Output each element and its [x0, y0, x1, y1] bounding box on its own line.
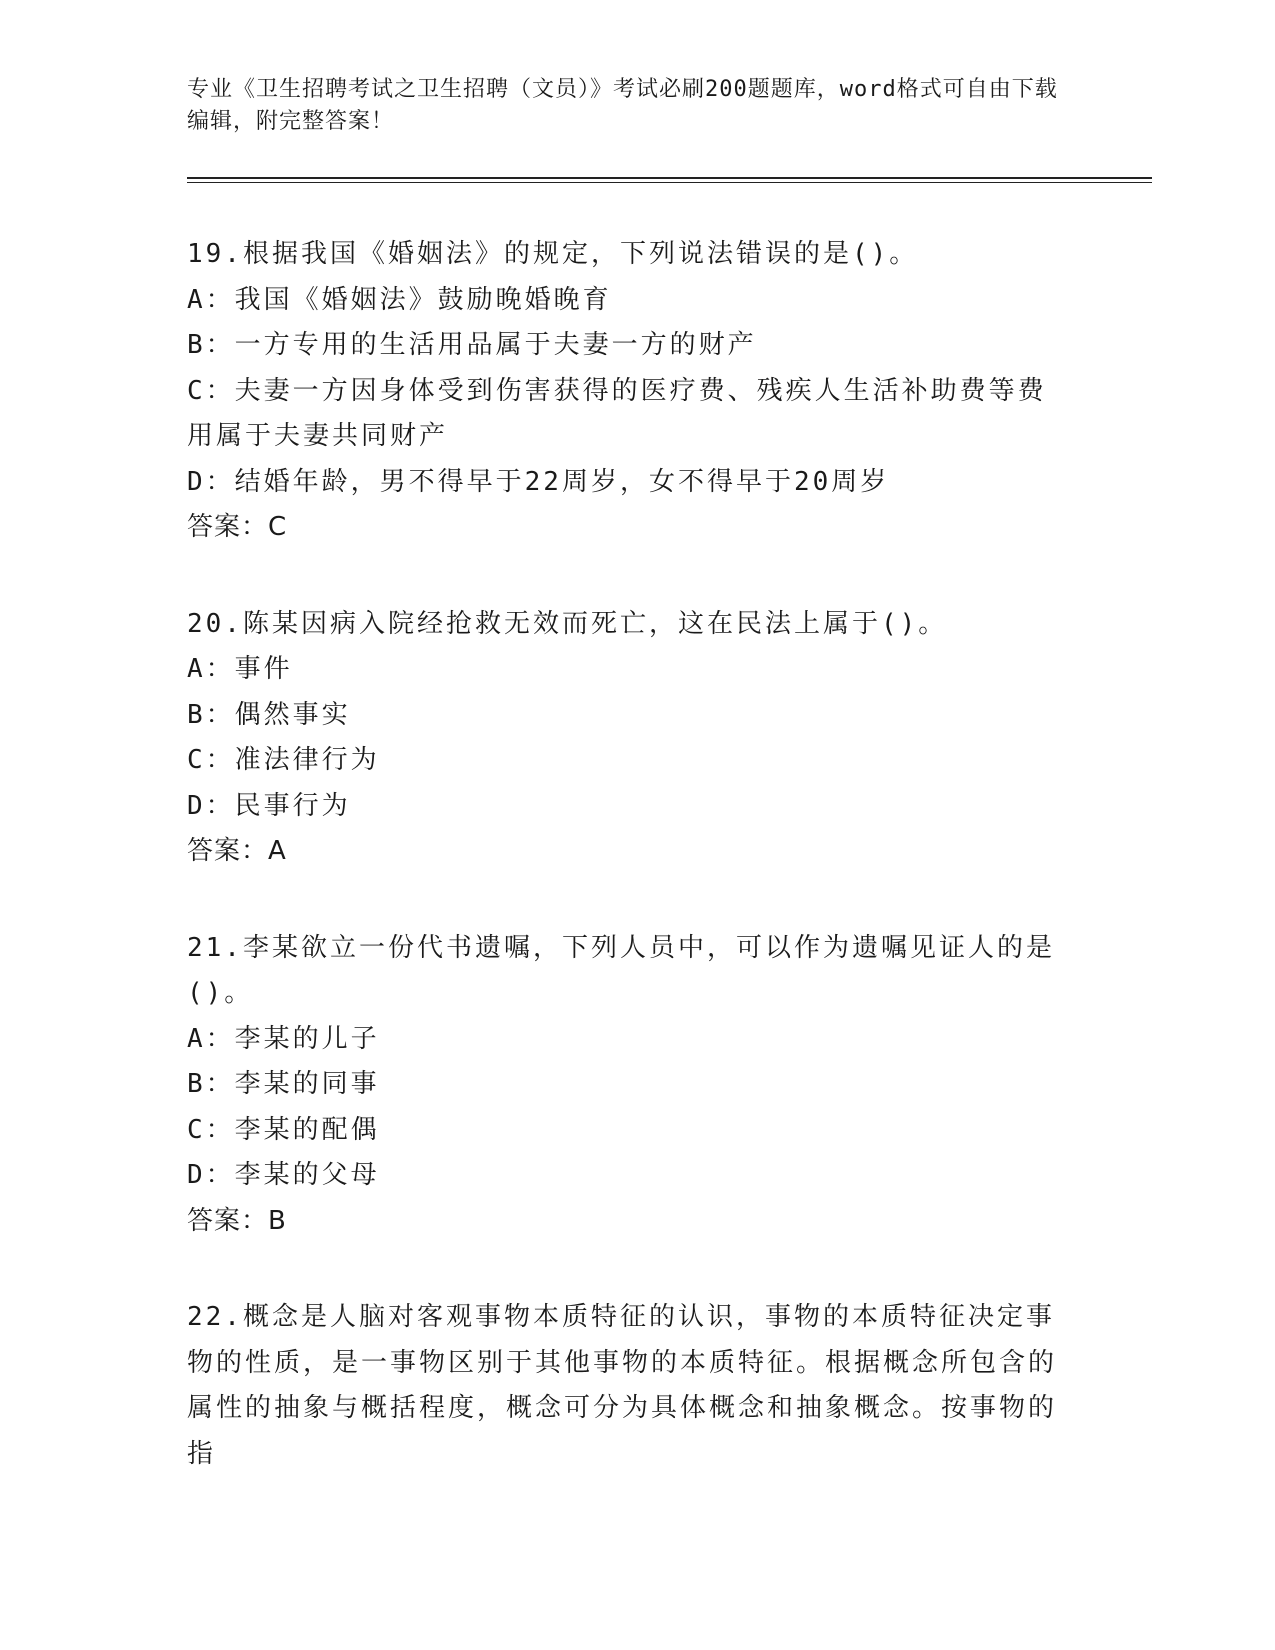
question-list: [187, 232, 1067, 1528]
question-stem: 21.李某欲立一份代书遗嘱，下列人员中，可以作为遗嘱见证人的是()。: [187, 932, 1055, 1008]
answer: 答案：A: [187, 836, 287, 866]
option-d: D：李某的父母: [187, 1160, 380, 1190]
answer: 答案：B: [187, 1205, 287, 1236]
option-c: C：李某的配偶: [187, 1114, 380, 1145]
option-b: B：李某的同事: [187, 1069, 380, 1099]
option-d: D：民事行为: [187, 790, 351, 821]
option-a: A：事件: [187, 654, 293, 684]
option-c: C：准法律行为: [187, 745, 380, 775]
option-b: B：偶然事实: [187, 699, 351, 730]
question-19: [187, 232, 1067, 551]
answer: 答案：C: [187, 512, 288, 542]
header-divider-thin: [187, 182, 1152, 183]
option-b: B：一方专用的生活用品属于夫妻一方的财产: [187, 330, 757, 360]
document-header: 专业《卫生招聘考试之卫生招聘（文员）》考试必刷200题题库，word格式可自由下载编辑，附完整答案！: [187, 77, 1058, 134]
question-stem: 19.根据我国《婚姻法》的规定，下列说法错误的是()。: [187, 239, 919, 269]
question-stem: 20.陈某因病入院经抢救无效而死亡，这在民法上属于()。: [187, 608, 948, 639]
question-22: [187, 1295, 1067, 1477]
option-d: D：结婚年龄，男不得早于22周岁，女不得早于20周岁: [187, 466, 890, 497]
header-divider-thick: [187, 177, 1152, 179]
question-21: [187, 926, 1067, 1245]
option-a: A：李某的儿子: [187, 1023, 380, 1054]
question-stem: 22.概念是人脑对客观事物本质特征的认识，事物的本质特征决定事物的性质，是一事物区别于其他事物的本质特征。根据概念所包含的属性的抽象与概括程度，概念可分为具体概念和抽象概念。按事物的指: [187, 1302, 1058, 1469]
option-c: C：夫妻一方因身体受到伤害获得的医疗费、残疾人生活补助费等费用属于夫妻共同财产: [187, 375, 1047, 451]
question-20: [187, 602, 1067, 875]
option-a: A：我国《婚姻法》鼓励晚婚晚育: [187, 284, 612, 315]
